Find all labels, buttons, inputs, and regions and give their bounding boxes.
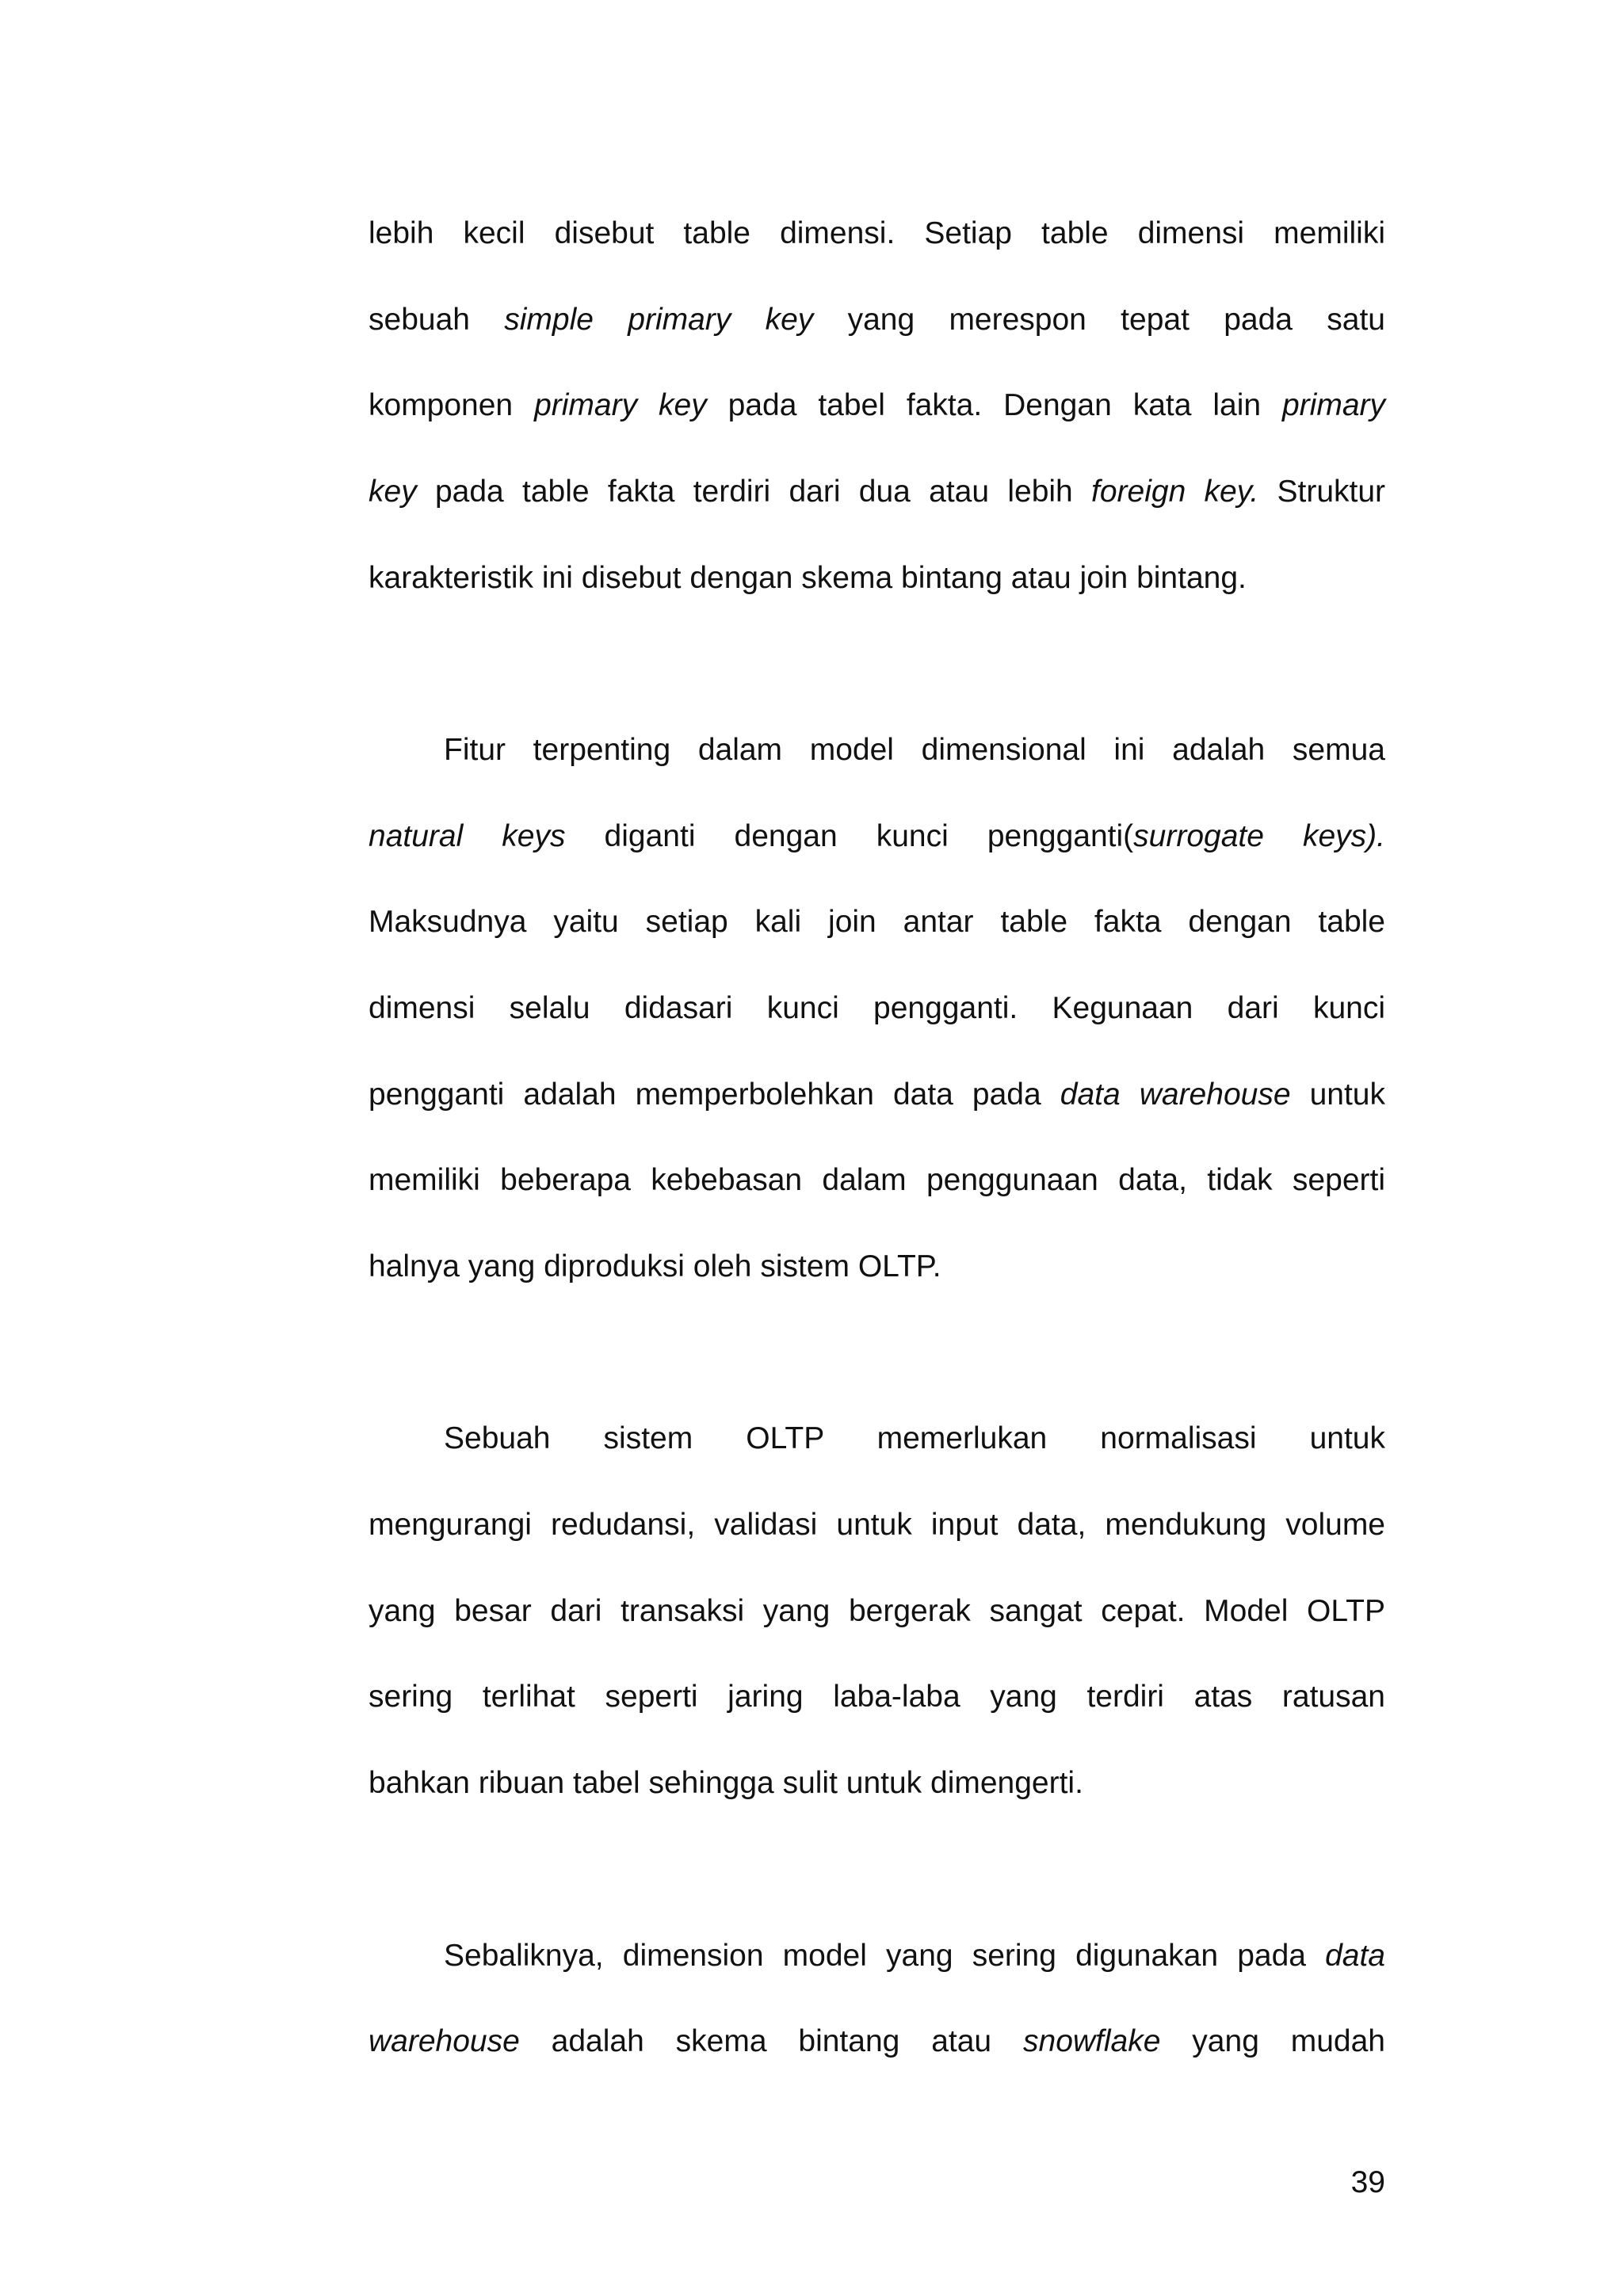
paragraph-3-line-3 [369,1588,1385,1635]
text-run: diganti dengan kunci pengganti( [565,819,1134,853]
paragraph-3-line-4 [369,1673,1385,1721]
paragraph-2-line-2 [369,813,1385,860]
paragraph-4-line-2 [369,2018,1385,2065]
text-run: memiliki beberapa kebebasan dalam penggunaan data, tidak seperti [369,1163,1385,1197]
italic-term: snowflake [1023,2024,1161,2058]
italic-term: key [369,475,417,509]
italic-term: data [1325,1939,1385,1973]
paragraph-3-line-1 [444,1415,1385,1463]
italic-term: foreign key. [1091,475,1259,509]
text-run: pengganti adalah memperbolehkan data pada [369,1077,1060,1112]
text-run: yang besar dari transaksi yang bergerak sangat cepat. Model OLTP [369,1594,1385,1628]
text-run: komponen [369,388,535,422]
page-number: 39 [1350,2165,1385,2199]
paragraph-2-line-7 [369,1243,1385,1291]
text-run: pada tabel fakta. Dengan kata lain [706,388,1282,422]
paragraph-1-line-2 [369,296,1385,344]
text-run: yang mudah [1160,2024,1385,2058]
text-run: Sebaliknya, dimension model yang sering digunakan pada [444,1939,1326,1973]
text-run: sering terlihat seperti jaring laba-laba yang terdiri atas ratusan [369,1680,1385,1714]
text-run: yang merespon tepat pada satu [813,303,1385,337]
italic-term: primary key [534,388,707,422]
text-run: halnya yang diproduksi oleh sistem OLTP. [369,1249,941,1283]
text-run: adalah skema bintang atau [519,2024,1023,2058]
italic-term: data warehouse [1060,1077,1291,1112]
paragraph-2-line-3 [369,898,1385,946]
text-run: dimensi selalu didasari kunci pengganti. Kegunaan dari kunci [369,991,1385,1025]
text-run: lebih kecil disebut table dimensi. Setiap table dimensi memiliki [369,216,1385,250]
italic-term: simple primary key [504,303,814,337]
paragraph-1-line-1 [369,210,1385,257]
text-run: Maksudnya yaitu setiap kali join antar table fakta dengan table [369,905,1385,939]
paragraph-2-line-6 [369,1157,1385,1204]
paragraph-3-line-5 [369,1760,1385,1807]
text-run: karakteristik ini disebut dengan skema bintang atau join bintang. [369,561,1247,595]
text-run: Sebuah sistem OLTP memerlukan normalisasi untuk [444,1421,1385,1455]
paragraph-2-line-5 [369,1071,1385,1119]
text-run: sebuah [369,303,505,337]
text-run: untuk [1290,1077,1385,1112]
text-run: Fitur terpenting dalam model dimensional ini adalah semua [444,733,1385,767]
paragraph-3-line-2 [369,1501,1385,1549]
paragraph-4-line-1 [444,1932,1385,1980]
text-run: Struktur [1258,475,1386,509]
text-run: bahkan ribuan tabel sehingga sulit untuk dimengerti. [369,1766,1083,1800]
paragraph-2-line-1 [444,727,1385,774]
paragraph-1-line-5 [369,555,1385,602]
paragraph-1-line-4 [369,468,1385,516]
text-run: pada table fakta terdiri dari dua atau lebih [416,475,1092,509]
italic-term: primary [1281,388,1385,422]
paragraph-2-line-4 [369,985,1385,1032]
paragraph-1-line-3 [369,382,1385,429]
italic-term: natural keys [369,819,566,853]
italic-term: warehouse [369,2024,520,2058]
italic-term: surrogate keys). [1133,819,1385,853]
text-run: mengurangi redudansi, validasi untuk input data, mendukung volume [369,1508,1385,1542]
